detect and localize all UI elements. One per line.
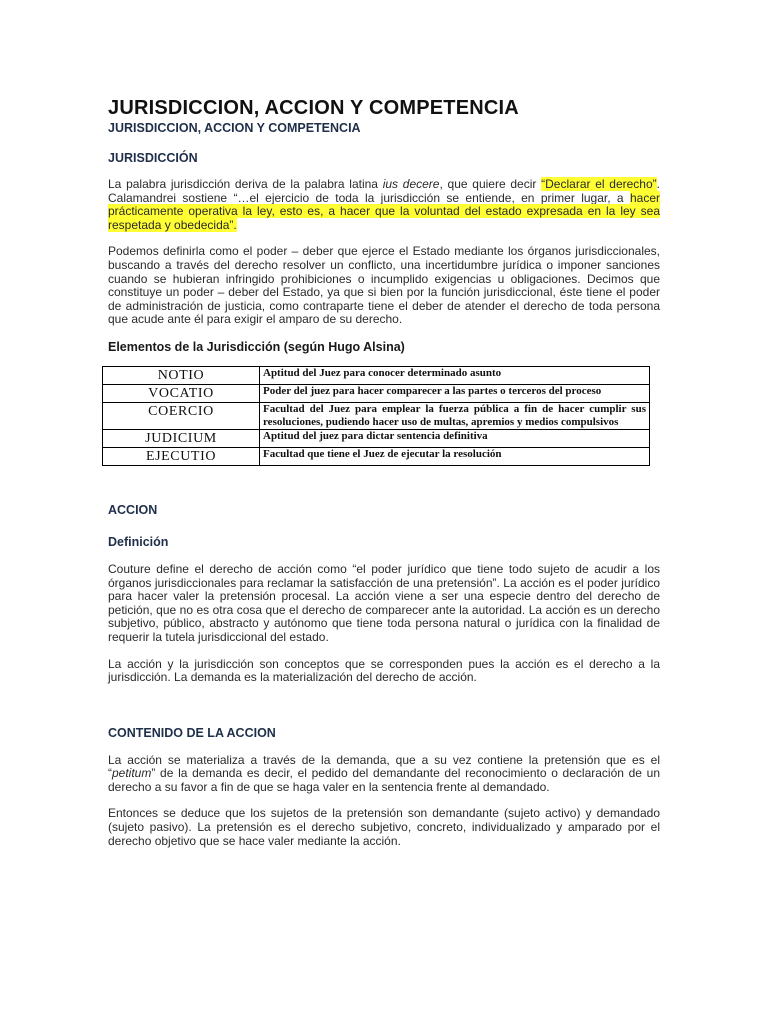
text-run: ” de la demanda es decir, el pedido del demandante del reconocimiento o declaración de un derecho a su favor a fin de que se haga valer en la sentencia frente al demandado. xyxy=(108,766,660,794)
element-term: EJECUTIO xyxy=(103,447,260,465)
text-run: La palabra jurisdicción deriva de la palabra latina xyxy=(108,177,383,191)
element-definition: Facultad que tiene el Juez de ejecutar la resolución xyxy=(260,447,650,465)
paragraph-couture-definition: Couture define el derecho de acción como “el poder jurídico que tiene todo sujeto de acudir a los órganos jurisdiccionales para reclamar la satisfacción de una pretensión”. La acción es el poder jurídico para hacer valer la pretensión procesal. La acción viene a ser una especie dentro del derecho de petición, que no es otra cosa que el derecho de comparecer ante la autoridad. La acción es un derecho subjetivo, público, abstracto y autónomo que tiene toda persona natural o jurídica con la finalidad de requerir la tutela jurisdiccional del estado. xyxy=(108,561,660,644)
element-definition: Facultad del Juez para emplear la fuerza pública a fin de hacer cumplir sus resoluciones, pudiendo hacer uso de multas, apremios y medios compulsivos xyxy=(260,402,650,429)
paragraph-jurisdiccion-definition xyxy=(108,178,660,232)
element-term: VOCATIO xyxy=(103,384,260,402)
paragraph-sujetos: Entonces se deduce que los sujetos de la pretensión son demandante (sujeto activo) y demandado (sujeto pasivo). La pretensión es el derecho subjetivo, concreto, individualizado y amparado por el derecho objetivo que se hace valer mediante la acción. xyxy=(108,806,660,848)
elements-table-row xyxy=(103,429,650,447)
text-run: La acción se materializa a través de la demanda, que a su vez contiene la pretensión que es el “ xyxy=(108,752,660,781)
document-page xyxy=(108,96,660,848)
section-heading-contenido: CONTENIDO DE LA ACCION xyxy=(108,725,276,740)
paragraph-demanda xyxy=(108,754,660,795)
paragraph-accion-jurisdiccion: La acción y la jurisdicción son conceptos que se corresponden pues la acción es el derecho a la jurisdicción. La demanda es la materialización del derecho de acción. xyxy=(108,656,660,685)
elements-table xyxy=(102,366,650,466)
text-run: , que quiere decir xyxy=(439,177,542,191)
highlighted-text: hacer prácticamente operativa la ley, esto es, a hacer que la voluntad del estado expresada en la ley sea respetada y obedecida”. xyxy=(108,190,660,232)
elements-table-body xyxy=(103,366,650,465)
element-definition: Poder del juez para hacer comparecer a las partes o terceros del proceso xyxy=(260,384,650,402)
element-term: NOTIO xyxy=(103,366,260,384)
document-title: JURISDICCION, ACCION Y COMPETENCIA xyxy=(108,97,519,119)
text-run: . Calamandrei sostiene “…el ejercicio de toda la jurisdicción se entiende, en primer lugar, a xyxy=(108,177,660,205)
latin-term: petitum xyxy=(112,766,152,781)
highlighted-text: “Declarar el derecho” xyxy=(541,177,657,191)
element-term: JUDICIUM xyxy=(103,429,260,447)
section-heading-jurisdiccion: JURISDICCIÓN xyxy=(108,151,198,165)
subheading-definicion: Definición xyxy=(108,534,169,549)
element-definition: Aptitud del juez para dictar sentencia definitiva xyxy=(260,429,650,447)
elements-heading: Elementos de la Jurisdicción (según Hugo Alsina) xyxy=(108,339,405,354)
element-definition: Aptitud del Juez para conocer determinado asunto xyxy=(260,366,650,384)
elements-table-row xyxy=(103,384,650,402)
elements-table-row xyxy=(103,366,650,384)
elements-table-row xyxy=(103,447,650,465)
element-term: COERCIO xyxy=(103,402,260,429)
latin-term: ius decere xyxy=(382,177,440,191)
elements-table-row xyxy=(103,402,650,429)
section-heading-accion: ACCION xyxy=(108,502,158,517)
paragraph-poder-deber: Podemos definirla como el poder – deber que ejerce el Estado mediante los órganos jurisdiccionales, buscando a través del derecho resolver un conflicto, una incertidumbre jurídica o imponer sanciones cuando se hubieran infringido prohibiciones o incumplido exigencias u obligaciones. Decimos que constituye un poder – deber del Estado, ya que si bien por la función jurisdiccional, éste tiene el poder de administración de justicia, como contraparte tiene el deber de atender el derecho de toda persona que acude ante él para exigir el amparo de su derecho. xyxy=(108,244,660,327)
document-subtitle: JURISDICCION, ACCION Y COMPETENCIA xyxy=(108,121,361,135)
